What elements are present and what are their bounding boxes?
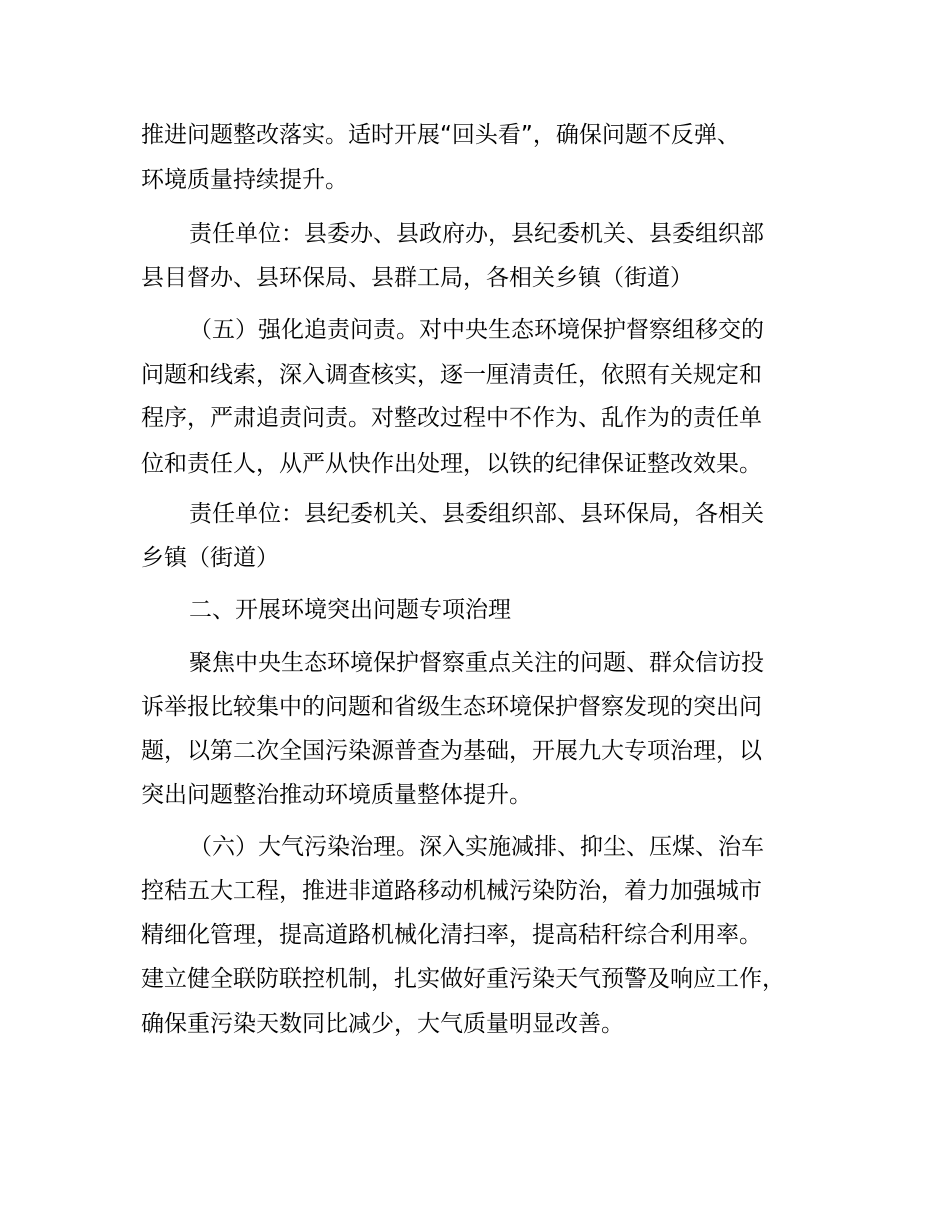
text-line: 责任单位：县纪委机关、县委组织部、县环保局，各相关 [189, 501, 764, 527]
text-line: 突出问题整治推动环境质量整体提升。 [141, 782, 532, 808]
text-line: 乡镇（街道） [141, 545, 279, 571]
text-line: 位和责任人，从严从快作出处理，以铁的纪律保证整改效果。 [141, 451, 762, 477]
text-line: 建立健全联防联控机制，扎实做好重污染天气预警及响应工作， [141, 966, 785, 992]
text-line: 推进问题整改落实。适时开展“回头看”，确保问题不反弹、 [141, 122, 740, 148]
section-heading: 二、开展环境突出问题专项治理 [189, 597, 511, 623]
text-line: 确保重污染天数同比减少，大气质量明显改善。 [141, 1011, 624, 1037]
text-line: 精细化管理，提高道路机械化清扫率，提高秸秆综合利用率。 [141, 922, 762, 948]
text-line: （六）大气污染治理。深入实施减排、抑尘、压煤、治车 [189, 834, 764, 860]
text-line: （五）强化追责问责。对中央生态环境保护督察组移交的 [189, 317, 764, 343]
text-line: 县目督办、县环保局、县群工局，各相关乡镇（街道） [141, 265, 693, 291]
text-line: 问题和线索，深入调查核实，逐一厘清责任，依照有关规定和 [141, 362, 762, 388]
text-line: 题，以第二次全国污染源普查为基础，开展九大专项治理，以 [141, 738, 762, 764]
text-line: 责任单位：县委办、县政府办，县纪委机关、县委组织部 [189, 221, 764, 247]
text-line: 程序，严肃追责问责。对整改过程中不作为、乱作为的责任单 [141, 405, 762, 431]
text-line: 诉举报比较集中的问题和省级生态环境保护督察发现的突出问 [141, 694, 762, 720]
text-line: 控秸五大工程，推进非道路移动机械污染防治，着力加强城市 [141, 878, 762, 904]
text-line: 环境质量持续提升。 [141, 167, 348, 193]
text-line: 聚焦中央生态环境保护督察重点关注的问题、群众信访投 [189, 650, 764, 676]
